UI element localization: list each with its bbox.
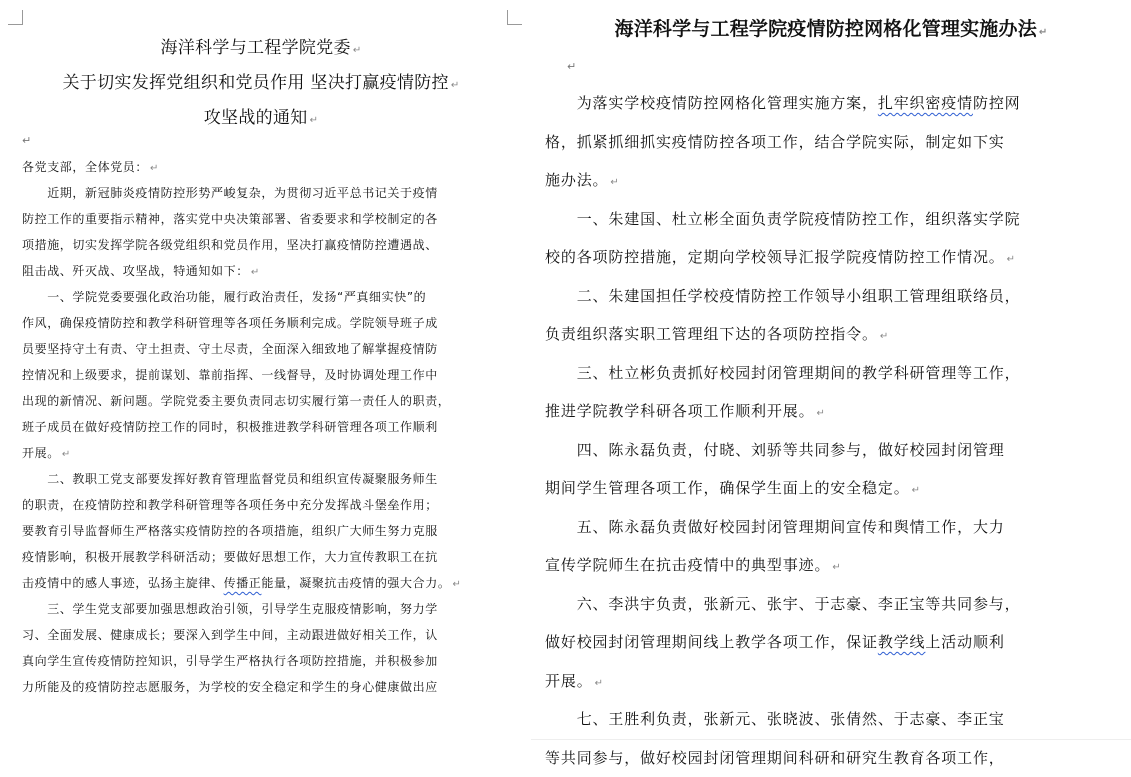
right-body-line: 七、王胜利负责，张新元、张晓波、张倩然、于志豪、李正宝 xyxy=(545,700,1115,739)
left-document-title xyxy=(18,32,504,137)
right-document-title: 海洋科学与工程学院疫情防控网格化管理实施办法 ↵ xyxy=(531,14,1131,48)
left-document-page xyxy=(0,0,522,752)
blank-paragraph-mark: ↵ xyxy=(22,128,512,154)
left-body-line: 出现的新情况、新问题。学院党委主要负责同志切实履行第一责任人的职责， xyxy=(22,388,512,414)
right-document-body xyxy=(545,84,1115,777)
right-body-line: 校的各项防控措施，定期向学校领导汇报学院疫情防控工作情况。 ↵ xyxy=(545,238,1115,277)
left-body-line: 要教育引导监督师生严格落实疫情防控的各项措施，组织广大师生努力克服 xyxy=(22,518,512,544)
left-body-line: 防控工作的重要指示精神，落实党中央决策部署、省委要求和学校制定的各 xyxy=(22,206,512,232)
left-body-line: 习、全面发展、健康成长；要深入到学生中间，主动跟进做好相关工作，认 xyxy=(22,622,512,648)
left-body-line: 疫情影响，积极开展教学科研活动；要做好思想工作，大力宣传教职工在抗 xyxy=(22,544,512,570)
right-body-line: 二、朱建国担任学校疫情防控工作领导小组职工管理组联络员， xyxy=(545,277,1115,316)
right-body-line: 宣传学院师生在抗击疫情中的典型事迹。 ↵ xyxy=(545,546,1115,585)
page-corner-mark-top-right xyxy=(507,10,522,25)
right-body-line: 期间学生管理各项工作，确保学生面上的安全稳定。 ↵ xyxy=(545,469,1115,508)
left-body-line: 二、教职工党支部要发挥好教育管理监督党员和组织宣传凝聚服务师生 xyxy=(22,466,512,492)
right-body-line: 一、朱建国、杜立彬全面负责学院疫情防控工作，组织落实学院 xyxy=(545,200,1115,239)
left-body-line: 真向学生宣传疫情防控知识，引导学生严格执行各项防控措施，并积极参加 xyxy=(22,648,512,674)
left-title-line-3: 攻坚战的通知 ↵ xyxy=(18,102,504,137)
right-body-line: 做好校园封闭管理期间线上教学各项工作，保证教学线上活动顺利 xyxy=(545,623,1115,662)
left-body-line: 一、学院党委要强化政治功能，履行政治责任，发扬“严真细实快”的 xyxy=(22,284,512,310)
right-body-line: 六、李洪宇负责，张新元、张宇、于志豪、李正宝等共同参与， xyxy=(545,585,1115,624)
page-corner-mark-top-left xyxy=(8,10,23,25)
page-gap xyxy=(522,0,531,752)
right-body-line: 格，抓紧抓细抓实疫情防控各项工作，结合学院实际，制定如下实 xyxy=(545,123,1115,162)
spellcheck-underlined-text: 扎牢织密疫情 xyxy=(878,94,973,112)
left-body-line: 阻击战、歼灭战、攻坚战，特通知如下： ↵ xyxy=(22,258,512,284)
right-body-line: 负责组织落实职工管理组下达的各项防控指令。 ↵ xyxy=(545,315,1115,354)
left-body-line: 三、学生党支部要加强思想政治引领，引导学生克服疫情影响，努力学 xyxy=(22,596,512,622)
left-document-body xyxy=(22,128,512,700)
left-title-line-1: 海洋科学与工程学院党委 ↵ xyxy=(18,32,504,67)
right-document-page xyxy=(531,0,1131,752)
left-body-line: 击疫情中的感人事迹，弘扬主旋律、传播正能量，凝聚抗击疫情的强大合力。 ↵ xyxy=(22,570,512,596)
left-body-line: 近期，新冠肺炎疫情防控形势严峻复杂，为贯彻习近平总书记关于疫情 xyxy=(22,180,512,206)
right-body-line: 推进学院教学科研各项工作顺利开展。 ↵ xyxy=(545,392,1115,431)
left-body-line: 项措施，切实发挥学院各级党组织和党员作用，坚决打赢疫情防控遭遇战、 xyxy=(22,232,512,258)
right-body-line: 四、陈永磊负责，付晓、刘骄等共同参与，做好校园封闭管理 xyxy=(545,431,1115,470)
left-body-line: 的职责，在疫情防控和教学科研管理等各项任务中充分发挥战斗堡垒作用； xyxy=(22,492,512,518)
right-body-line: 等共同参与，做好校园封闭管理期间科研和研究生教育各项工作， xyxy=(545,739,1115,777)
page-bottom-edge xyxy=(531,739,1131,740)
left-body-line: 员要坚持守土有责、守土担责、守土尽责，全面深入细致地了解掌握疫情防 xyxy=(22,336,512,362)
left-body-line: 作风，确保疫情防控和教学科研管理等各项任务顺利完成。学院领导班子成 xyxy=(22,310,512,336)
right-body-line: 施办法。 ↵ xyxy=(545,161,1115,200)
spellcheck-underlined-text: 教学线 xyxy=(878,633,926,651)
left-body-line: 力所能及的疫情防控志愿服务，为学校的安全稳定和学生的身心健康做出应 xyxy=(22,674,512,700)
right-body-line: 为落实学校疫情防控网格化管理实施方案，扎牢织密疫情防控网 xyxy=(545,84,1115,123)
right-body-line: 五、陈永磊负责做好校园封闭管理期间宣传和舆情工作，大力 xyxy=(545,508,1115,547)
left-body-line: 班子成员在做好疫情防控工作的同时，积极推进教学科研管理各项工作顺利 xyxy=(22,414,512,440)
left-body-line: 开展。 ↵ xyxy=(22,440,512,466)
right-body-line: 三、杜立彬负责抓好校园封闭管理期间的教学科研管理等工作， xyxy=(545,354,1115,393)
left-body-line: 控情况和上级要求，提前谋划、靠前指挥、一线督导，及时协调处理工作中 xyxy=(22,362,512,388)
spellcheck-underlined-text: 传播正 xyxy=(224,576,262,590)
left-body-line: 各党支部，全体党员： ↵ xyxy=(22,154,512,180)
blank-paragraph-mark: ↵ xyxy=(567,60,587,74)
left-title-line-2: 关于切实发挥党组织和党员作用 坚决打赢疫情防控 ↵ xyxy=(18,67,504,102)
right-body-line: 开展。 ↵ xyxy=(545,662,1115,701)
